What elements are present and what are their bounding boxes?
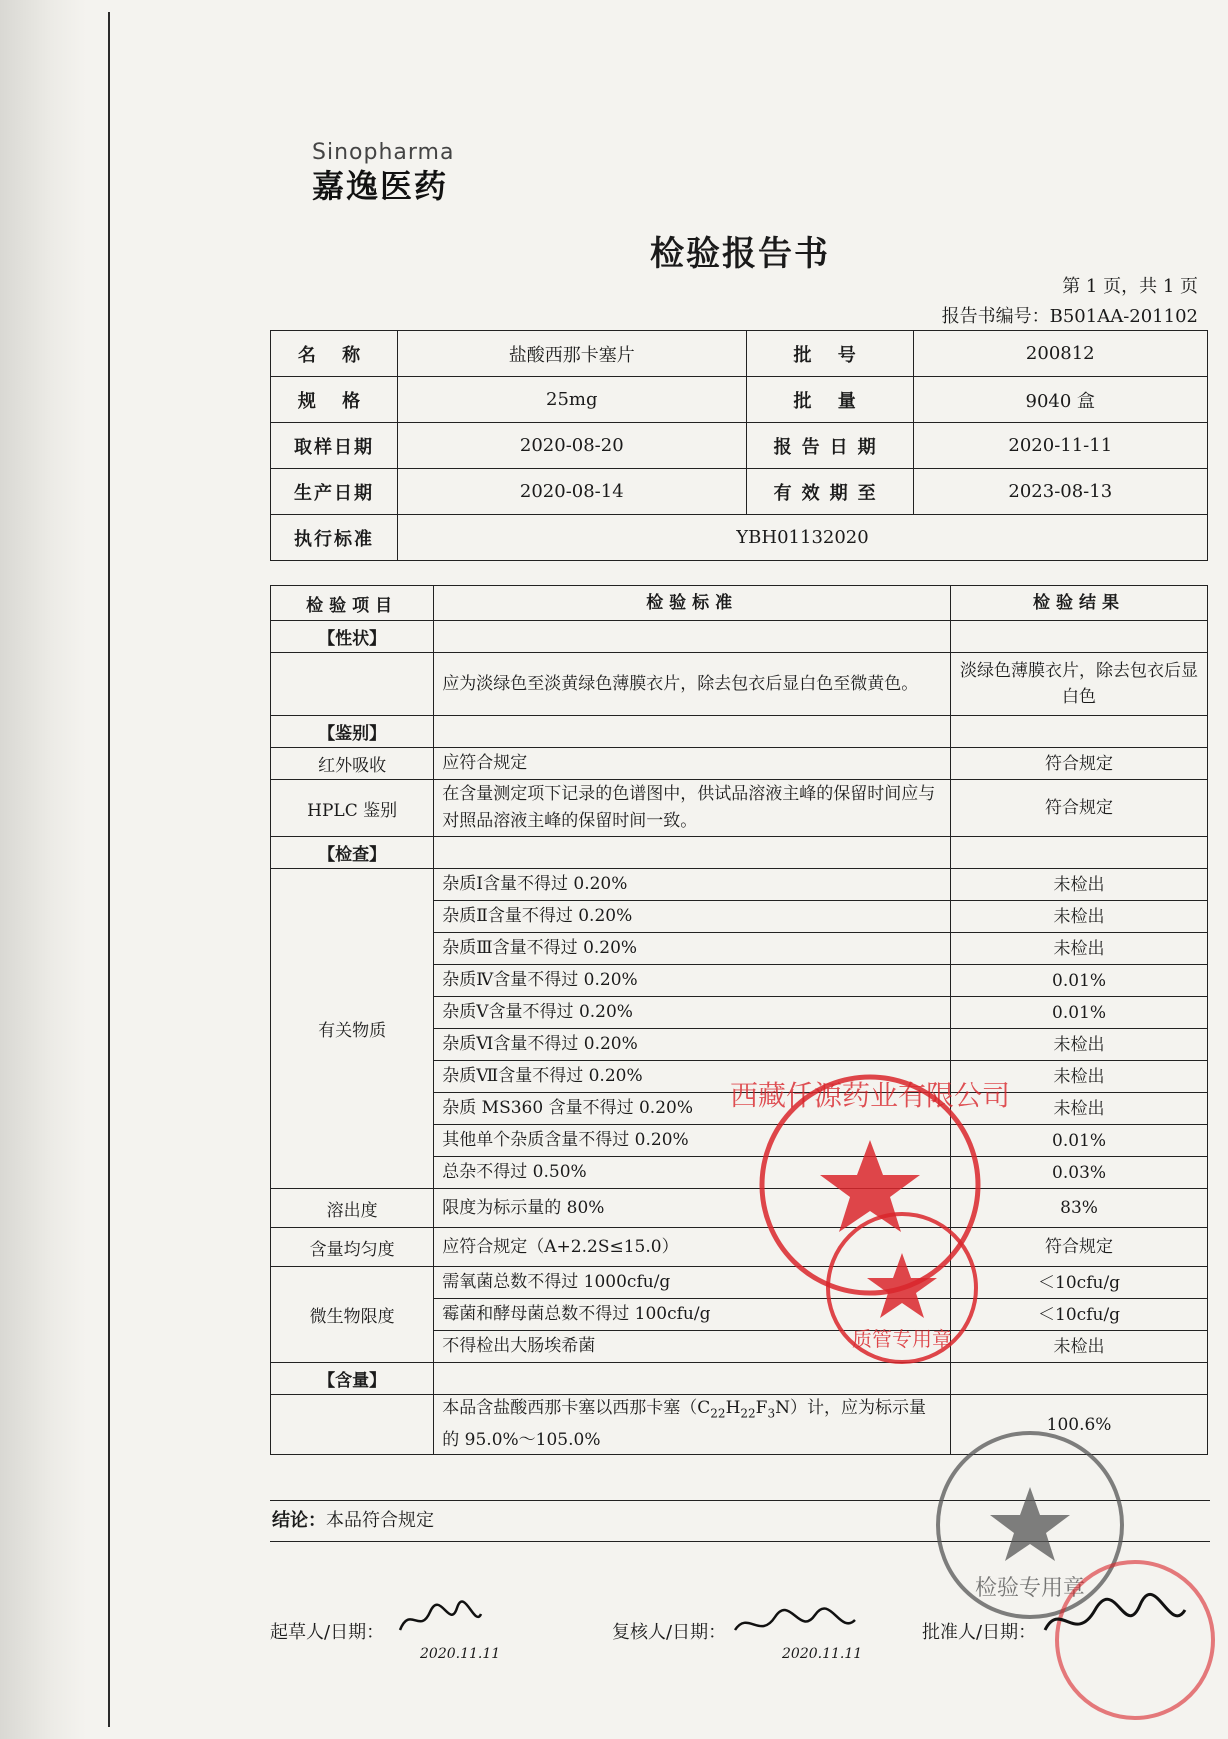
related-result: 0.01% [951, 997, 1208, 1029]
standard-label: 执行标准 [271, 515, 398, 561]
related-result: 未检出 [951, 869, 1208, 901]
conclusion-label: 结论： [272, 1510, 326, 1531]
uniformity-standard: 应符合规定（A+2.2S≤15.0） [434, 1228, 951, 1267]
micro-result: ＜10cfu/g [951, 1299, 1208, 1331]
batch-value: 200812 [913, 331, 1207, 377]
report-number: 报告书编号：B501AA-201102 [941, 306, 1198, 327]
dissolution-result: 83% [951, 1189, 1208, 1228]
related-standard: 杂质Ⅰ含量不得过 0.20% [434, 869, 951, 901]
batch-label: 批 号 [746, 331, 913, 377]
expiry-label: 有效期至 [746, 469, 913, 515]
related-result: 0.01% [951, 965, 1208, 997]
reviewer-handwriting [730, 1605, 860, 1645]
uniformity-result: 符合规定 [951, 1228, 1208, 1267]
ir-item: 红外吸收 [271, 748, 434, 780]
svg-text:西藏仟源药业有限公司: 西藏仟源药业有限公司 [729, 1079, 1011, 1112]
related-result: 未检出 [951, 901, 1208, 933]
related-standard: 杂质Ⅵ含量不得过 0.20% [434, 1029, 951, 1061]
related-standard: 杂质Ⅳ含量不得过 0.20% [434, 965, 951, 997]
micro-standard: 需氧菌总数不得过 1000cfu/g [434, 1267, 951, 1299]
hplc-standard: 在含量测定项下记录的色谱图中，供试品溶液主峰的保留时间应与对照品溶液主峰的保留时间一致。 [434, 780, 951, 837]
related-result: 未检出 [951, 1093, 1208, 1125]
related-standard: 其他单个杂质含量不得过 0.20% [434, 1125, 951, 1157]
microbial-limit-item: 微生物限度 [271, 1267, 434, 1363]
header-standard: 检验标准 [434, 586, 951, 621]
approver-handwriting [1040, 1590, 1190, 1650]
section-identification: 【鉴别】 [271, 716, 434, 748]
traits-result: 淡绿色薄膜衣片，除去包衣后显白色 [951, 653, 1208, 716]
micro-result: ＜10cfu/g [951, 1267, 1208, 1299]
related-standard: 杂质Ⅱ含量不得过 0.20% [434, 901, 951, 933]
assay-result: 100.6% [951, 1395, 1208, 1455]
table-row [271, 869, 1208, 901]
report-date-value: 2020-11-11 [913, 423, 1207, 469]
related-result: 0.01% [951, 1125, 1208, 1157]
related-result: 未检出 [951, 1029, 1208, 1061]
sample-date-label: 取样日期 [271, 423, 398, 469]
product-info-table [270, 330, 1208, 561]
related-standard: 杂质Ⅴ含量不得过 0.20% [434, 997, 951, 1029]
drafter-signature: 起草人/日期： 2020.11.11 [270, 1622, 501, 1662]
drafter-handwriting [395, 1600, 485, 1640]
dissolution-item: 溶出度 [271, 1189, 434, 1228]
micro-standard: 霉菌和酵母菌总数不得过 100cfu/g [434, 1299, 951, 1331]
logo-english: Sinopharma [312, 140, 455, 165]
report-date-label: 报告日期 [746, 423, 913, 469]
expiry-value: 2023-08-13 [913, 469, 1207, 515]
spec-value: 25mg [398, 377, 747, 423]
traits-standard: 应为淡绿色至淡黄绿色薄膜衣片，除去包衣后显白色至微黄色。 [434, 653, 951, 716]
related-result: 未检出 [951, 933, 1208, 965]
name-value: 盐酸西那卡塞片 [398, 331, 747, 377]
approver-signature: 批准人/日期： [922, 1622, 1037, 1643]
header-item: 检验项目 [271, 586, 434, 621]
qty-value: 9040 盒 [913, 377, 1207, 423]
related-result: 未检出 [951, 1061, 1208, 1093]
red-company-seal-2 [822, 1208, 982, 1368]
sample-date-value: 2020-08-20 [398, 423, 747, 469]
related-standard: 总杂不得过 0.50% [434, 1157, 951, 1189]
fold-line [108, 12, 110, 1727]
hplc-item: HPLC 鉴别 [271, 780, 434, 837]
related-substances-item: 有关物质 [271, 869, 434, 1189]
standard-value: YBH01132020 [398, 515, 1208, 561]
ir-result: 符合规定 [951, 748, 1208, 780]
reviewer-date: 2020.11.11 [782, 1646, 863, 1662]
name-label: 名 称 [271, 331, 398, 377]
uniformity-item: 含量均匀度 [271, 1228, 434, 1267]
section-traits: 【性状】 [271, 621, 434, 653]
ir-standard: 应符合规定 [434, 748, 951, 780]
section-check: 【检查】 [271, 837, 434, 869]
prod-date-label: 生产日期 [271, 469, 398, 515]
related-standard: 杂质Ⅲ含量不得过 0.20% [434, 933, 951, 965]
dissolution-standard: 限度为标示量的 80% [434, 1189, 951, 1228]
test-results-table [270, 585, 1208, 1455]
reviewer-signature: 复核人/日期： 2020.11.11 [612, 1622, 863, 1662]
svg-text:质管专用章: 质管专用章 [852, 1327, 952, 1351]
micro-standard: 不得检出大肠埃希菌 [434, 1331, 951, 1363]
prod-date-value: 2020-08-14 [398, 469, 747, 515]
related-result: 0.03% [951, 1157, 1208, 1189]
related-standard: 杂质 MS360 含量不得过 0.20% [434, 1093, 951, 1125]
header-result: 检验结果 [951, 586, 1208, 621]
company-logo [312, 140, 454, 207]
spec-label: 规 格 [271, 377, 398, 423]
hplc-result: 符合规定 [951, 780, 1208, 837]
qty-label: 批 量 [746, 377, 913, 423]
related-standard: 杂质Ⅶ含量不得过 0.20% [434, 1061, 951, 1093]
conclusion-text: 本品符合规定 [326, 1510, 434, 1531]
section-assay: 【含量】 [271, 1363, 434, 1395]
assay-standard: 本品含盐酸西那卡塞以西那卡塞$(C_{22}H_{22}F_3N)$计，应为标示量的 95.0%～105.0% [434, 1395, 951, 1455]
document-title: 检验报告书 [650, 234, 830, 274]
svg-text:检验专用章: 检验专用章 [974, 1576, 1086, 1601]
micro-result: 未检出 [951, 1331, 1208, 1363]
table-row [271, 1267, 1208, 1299]
logo-chinese: 嘉逸医药 [312, 167, 449, 205]
drafter-date: 2020.11.11 [420, 1646, 501, 1662]
page-info: 第 1 页，共 1 页 [1062, 276, 1198, 297]
scan-edge [0, 0, 86, 1739]
